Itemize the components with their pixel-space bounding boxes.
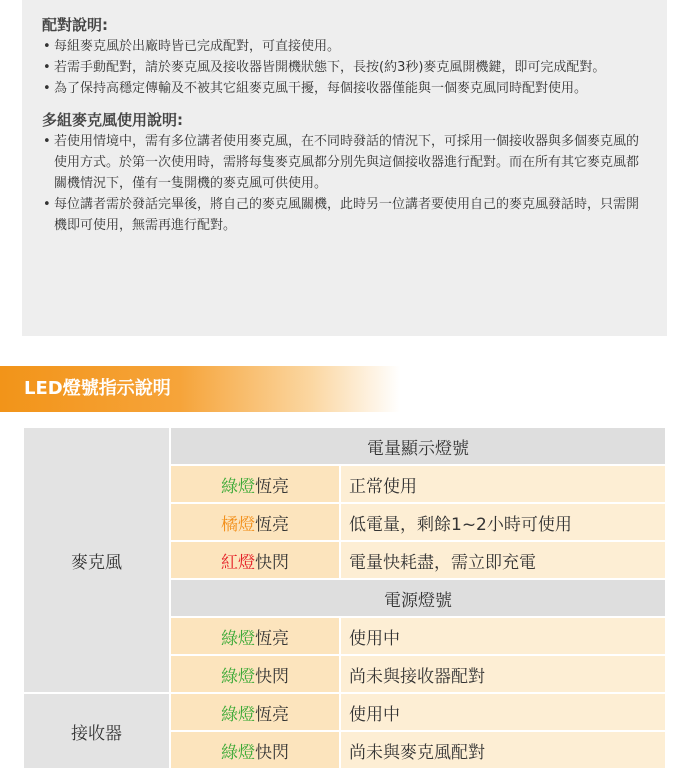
table-row bbox=[23, 693, 666, 731]
list-item: • 若需手動配對，請於麥克風及接收器皆開機狀態下，長按(約3秒)麥克風開機鍵，即可完成配對。 bbox=[42, 57, 647, 78]
lamp-cell bbox=[170, 503, 340, 541]
multi-mic-list bbox=[42, 131, 647, 236]
list-item: • 每位講者需於發話完畢後，將自己的麥克風關機，此時另一位講者要使用自己的麥克風發話時，只需開機即可使用，無需再進行配對。 bbox=[42, 194, 647, 236]
lamp-description: 正常使用 bbox=[340, 465, 666, 503]
power-indicator-header: 電源燈號 bbox=[170, 579, 666, 617]
lamp-color-red: 紅燈 bbox=[221, 552, 255, 573]
list-item: • 每組麥克風於出廠時皆已完成配對，可直接使用。 bbox=[42, 36, 647, 57]
device-cell-receiver: 接收器 bbox=[23, 693, 170, 769]
lamp-cell bbox=[170, 655, 340, 693]
led-section-header bbox=[0, 366, 400, 412]
list-item: • 若使用情境中，需有多位講者使用麥克風，在不同時發話的情況下，可採用一個接收器與多個麥克風的使用方式。於第一次使用時，需將每隻麥克風都分別先與這個接收器進行配對。而在所有其它麥克風都關機情況下，僅有一隻開機的麥克風可供使用。 bbox=[42, 131, 647, 194]
instructions-panel bbox=[22, 0, 667, 336]
lamp-color-green: 綠燈 bbox=[221, 704, 255, 725]
lamp-mode: 快閃 bbox=[255, 666, 289, 687]
list-item: • 為了保持高穩定傳輸及不被其它組麥克風干擾，每個接收器僅能與一個麥克風同時配對使用。 bbox=[42, 78, 647, 99]
lamp-color-green: 綠燈 bbox=[221, 628, 255, 649]
lamp-mode: 恆亮 bbox=[255, 476, 289, 497]
lamp-description: 電量快耗盡，需立即充電 bbox=[340, 541, 666, 579]
lamp-mode: 恆亮 bbox=[255, 628, 289, 649]
lamp-cell bbox=[170, 617, 340, 655]
lamp-mode: 快閃 bbox=[255, 552, 289, 573]
lamp-cell bbox=[170, 541, 340, 579]
lamp-cell bbox=[170, 693, 340, 731]
lamp-description: 尚未與接收器配對 bbox=[340, 655, 666, 693]
pairing-title: 配對說明: bbox=[42, 16, 108, 34]
led-indicator-table bbox=[22, 426, 667, 770]
lamp-mode: 恆亮 bbox=[255, 704, 289, 725]
lamp-color-green: 綠燈 bbox=[221, 742, 255, 763]
lamp-color-orange: 橘燈 bbox=[221, 514, 255, 535]
table-row bbox=[23, 427, 666, 465]
device-cell-microphone: 麥克風 bbox=[23, 427, 170, 693]
lamp-cell bbox=[170, 465, 340, 503]
lamp-description: 低電量，剩餘1~2小時可使用 bbox=[340, 503, 666, 541]
lamp-description: 使用中 bbox=[340, 617, 666, 655]
led-section-title: LED燈號指示說明 bbox=[24, 378, 171, 399]
multi-mic-title: 多組麥克風使用說明: bbox=[42, 111, 183, 129]
pairing-list bbox=[42, 36, 647, 99]
lamp-color-green: 綠燈 bbox=[221, 476, 255, 497]
battery-indicator-header: 電量顯示燈號 bbox=[170, 427, 666, 465]
lamp-cell bbox=[170, 731, 340, 769]
lamp-mode: 恆亮 bbox=[255, 514, 289, 535]
lamp-mode: 快閃 bbox=[255, 742, 289, 763]
lamp-description: 使用中 bbox=[340, 693, 666, 731]
lamp-color-green: 綠燈 bbox=[221, 666, 255, 687]
lamp-description: 尚未與麥克風配對 bbox=[340, 731, 666, 769]
